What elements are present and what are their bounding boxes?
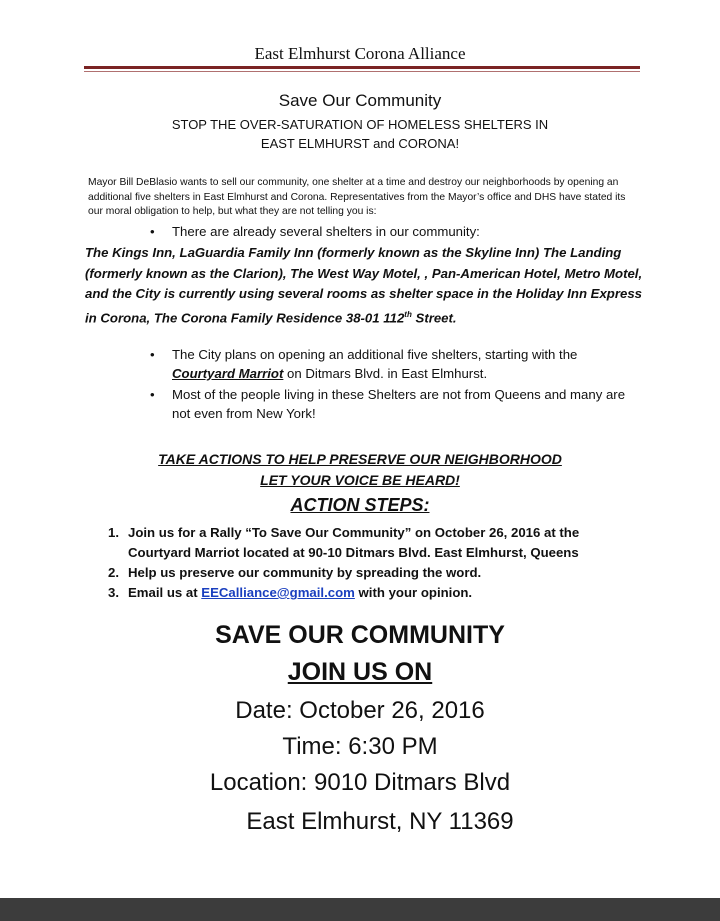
bullet-residents xyxy=(150,385,642,423)
org-title: East Elmhurst Corona Alliance xyxy=(254,44,466,63)
stop-line-1: STOP THE OVER-SATURATION OF HOMELESS SHELTERS IN xyxy=(171,117,549,132)
event-headline: SAVE OUR COMMUNITY xyxy=(215,621,505,649)
step-number: 2. xyxy=(108,565,119,580)
bullet-new-shelters xyxy=(150,345,642,383)
bottom-shadow xyxy=(0,898,720,921)
action-step-2 xyxy=(108,563,638,583)
bullet-text: Most of the people living in these Shelters are not from Queens and many are not even from New York! xyxy=(172,387,626,421)
courtyard-marriot-text: Courtyard Marriot xyxy=(172,366,284,381)
voice-heard-heading: LET YOUR VOICE BE HEARD! xyxy=(260,472,460,488)
shelter-list-text: The Kings Inn, LaGuardia Family Inn (formerly known as the Skyline Inn) The Landing (formerly known as the Clarion), The West Way Motel, , Pan-American Hotel, Metro Motel, and the City is currently using several rooms as shelter space in the Holiday Inn Express in Corona, The Corona Family Residence 38-01 112 xyxy=(85,245,643,325)
step-text: Join us for a Rally “To Save Our Community” on October 26, 2016 at the Courtyard Marriot located at 90-10 Ditmars Blvd. East Elmhurst, Queens xyxy=(128,525,580,560)
step-number: 3. xyxy=(108,585,119,600)
bullet-text: There are already several shelters in our community: xyxy=(172,224,480,239)
bullet-text-post: on Ditmars Blvd. in East Elmhurst. xyxy=(283,366,488,381)
intro-paragraph: Mayor Bill DeBlasio wants to sell our community, one shelter at a time and destroy our neighborhoods by opening an additional five shelters in East Elmhurst and Corona. Representatives from the Mayor’s office and DHS have stated its our moral obligation to help, but what they are not telling you is: xyxy=(88,177,626,217)
shelter-list xyxy=(85,243,645,328)
action-step-1 xyxy=(108,523,638,563)
event-time: Time: 6:30 PM xyxy=(282,733,438,760)
ordinal-suffix: th xyxy=(404,309,412,319)
event-date: Date: October 26, 2016 xyxy=(235,697,485,724)
shelter-list-end: Street. xyxy=(411,309,457,325)
join-us-heading: JOIN US ON xyxy=(287,658,433,686)
save-title: Save Our Community xyxy=(278,91,442,110)
stop-line-2: EAST ELMHURST and CORONA! xyxy=(260,136,460,151)
step-text: Help us preserve our community by spreading the word. xyxy=(128,565,482,580)
event-city: East Elmhurst, NY 11369 xyxy=(246,808,514,835)
action-steps-list xyxy=(108,523,638,603)
email-link[interactable]: EECalliance@gmail.com xyxy=(201,585,355,600)
bullet-icon: • xyxy=(150,347,155,362)
step-text-post: with your opinion. xyxy=(354,585,473,600)
header-rule xyxy=(84,66,640,69)
bullet-icon: • xyxy=(150,224,155,239)
step-number: 1. xyxy=(108,525,119,540)
bullet-icon: • xyxy=(150,387,155,402)
action-step-3 xyxy=(108,583,638,603)
event-location: Location: 9010 Ditmars Blvd xyxy=(209,769,511,796)
take-actions-heading: TAKE ACTIONS TO HELP PRESERVE OUR NEIGHBORHOOD xyxy=(158,451,562,467)
header-rule-thin xyxy=(84,71,640,72)
bullet-text-pre: The City plans on opening an additional five shelters, starting with the xyxy=(172,347,578,362)
action-steps-title: ACTION STEPS: xyxy=(290,495,430,515)
step-text-pre: Email us at xyxy=(128,585,202,600)
bullet-existing-shelters xyxy=(150,222,480,241)
